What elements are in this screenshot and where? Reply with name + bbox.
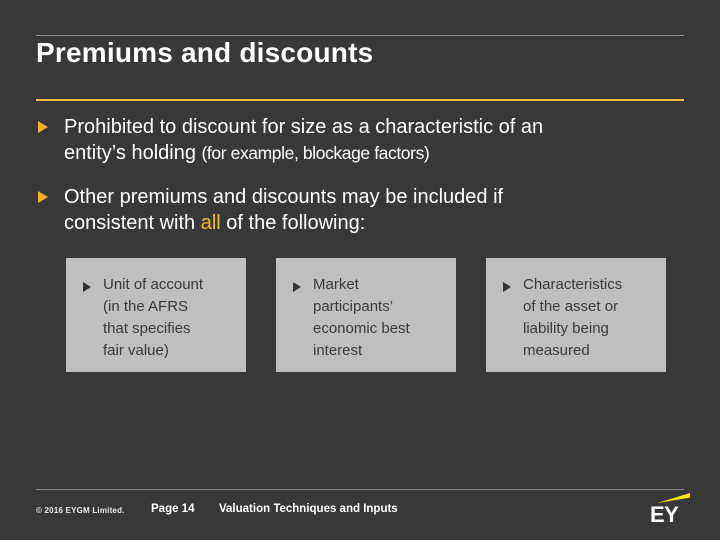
box-text-line: liability being — [523, 320, 609, 337]
bullet-list — [36, 114, 688, 254]
bullet-line — [64, 114, 688, 140]
callout-box-market-participants — [276, 258, 456, 372]
bullet-line — [64, 210, 688, 236]
box-text-line: of the asset or — [523, 298, 619, 315]
slide-title: Premiums and discounts — [36, 37, 374, 68]
box-text-line: participants’ — [313, 298, 394, 315]
bullet-item-prohibited — [36, 114, 688, 166]
top-divider-line — [36, 35, 684, 36]
bullet-item-other-premiums — [36, 184, 688, 236]
title-gold-rule — [36, 99, 684, 101]
box-text-line: interest — [313, 342, 363, 359]
triangle-bullet-icon — [293, 282, 301, 292]
bullet-text: Other premiums and discounts may be included if — [64, 186, 504, 208]
bullet-text: of the following: — [220, 212, 366, 234]
bullet-note-text: (for example, blockage factors) — [201, 143, 430, 163]
ey-logo — [650, 493, 690, 525]
box-text-line: measured — [523, 342, 590, 359]
presentation-title: Valuation Techniques and Inputs — [219, 503, 398, 515]
box-text-line: Characteristics — [523, 276, 623, 293]
callout-box-unit-of-account — [66, 258, 246, 372]
box-text-line: economic best — [313, 320, 410, 337]
copyright-text: © 2016 EYGM Limited. — [36, 506, 125, 515]
footer-divider-line — [36, 489, 684, 490]
bullet-text: consistent with — [64, 212, 201, 234]
page-number: Page 14 — [151, 503, 195, 515]
triangle-bullet-icon — [503, 282, 511, 292]
triangle-bullet-icon — [38, 191, 48, 203]
ey-logo-text: EY — [650, 502, 679, 527]
bullet-text: Prohibited to discount for size as a characteristic of an — [64, 116, 544, 138]
triangle-bullet-icon — [38, 121, 48, 133]
box-text-line: fair value) — [103, 342, 169, 359]
callout-box-characteristics — [486, 258, 666, 372]
triangle-bullet-icon — [83, 282, 91, 292]
bullet-text: entity’s holding — [64, 142, 202, 164]
callout-boxes-row — [66, 258, 666, 372]
box-text-line: (in the AFRS — [103, 298, 189, 315]
box-text-line: Market — [313, 276, 359, 293]
bullet-line — [64, 140, 688, 166]
box-text-line: Unit of account — [103, 276, 204, 293]
box-text-line: that specifies — [103, 320, 191, 337]
bullet-line — [64, 184, 688, 210]
highlighted-word: all — [200, 212, 221, 234]
